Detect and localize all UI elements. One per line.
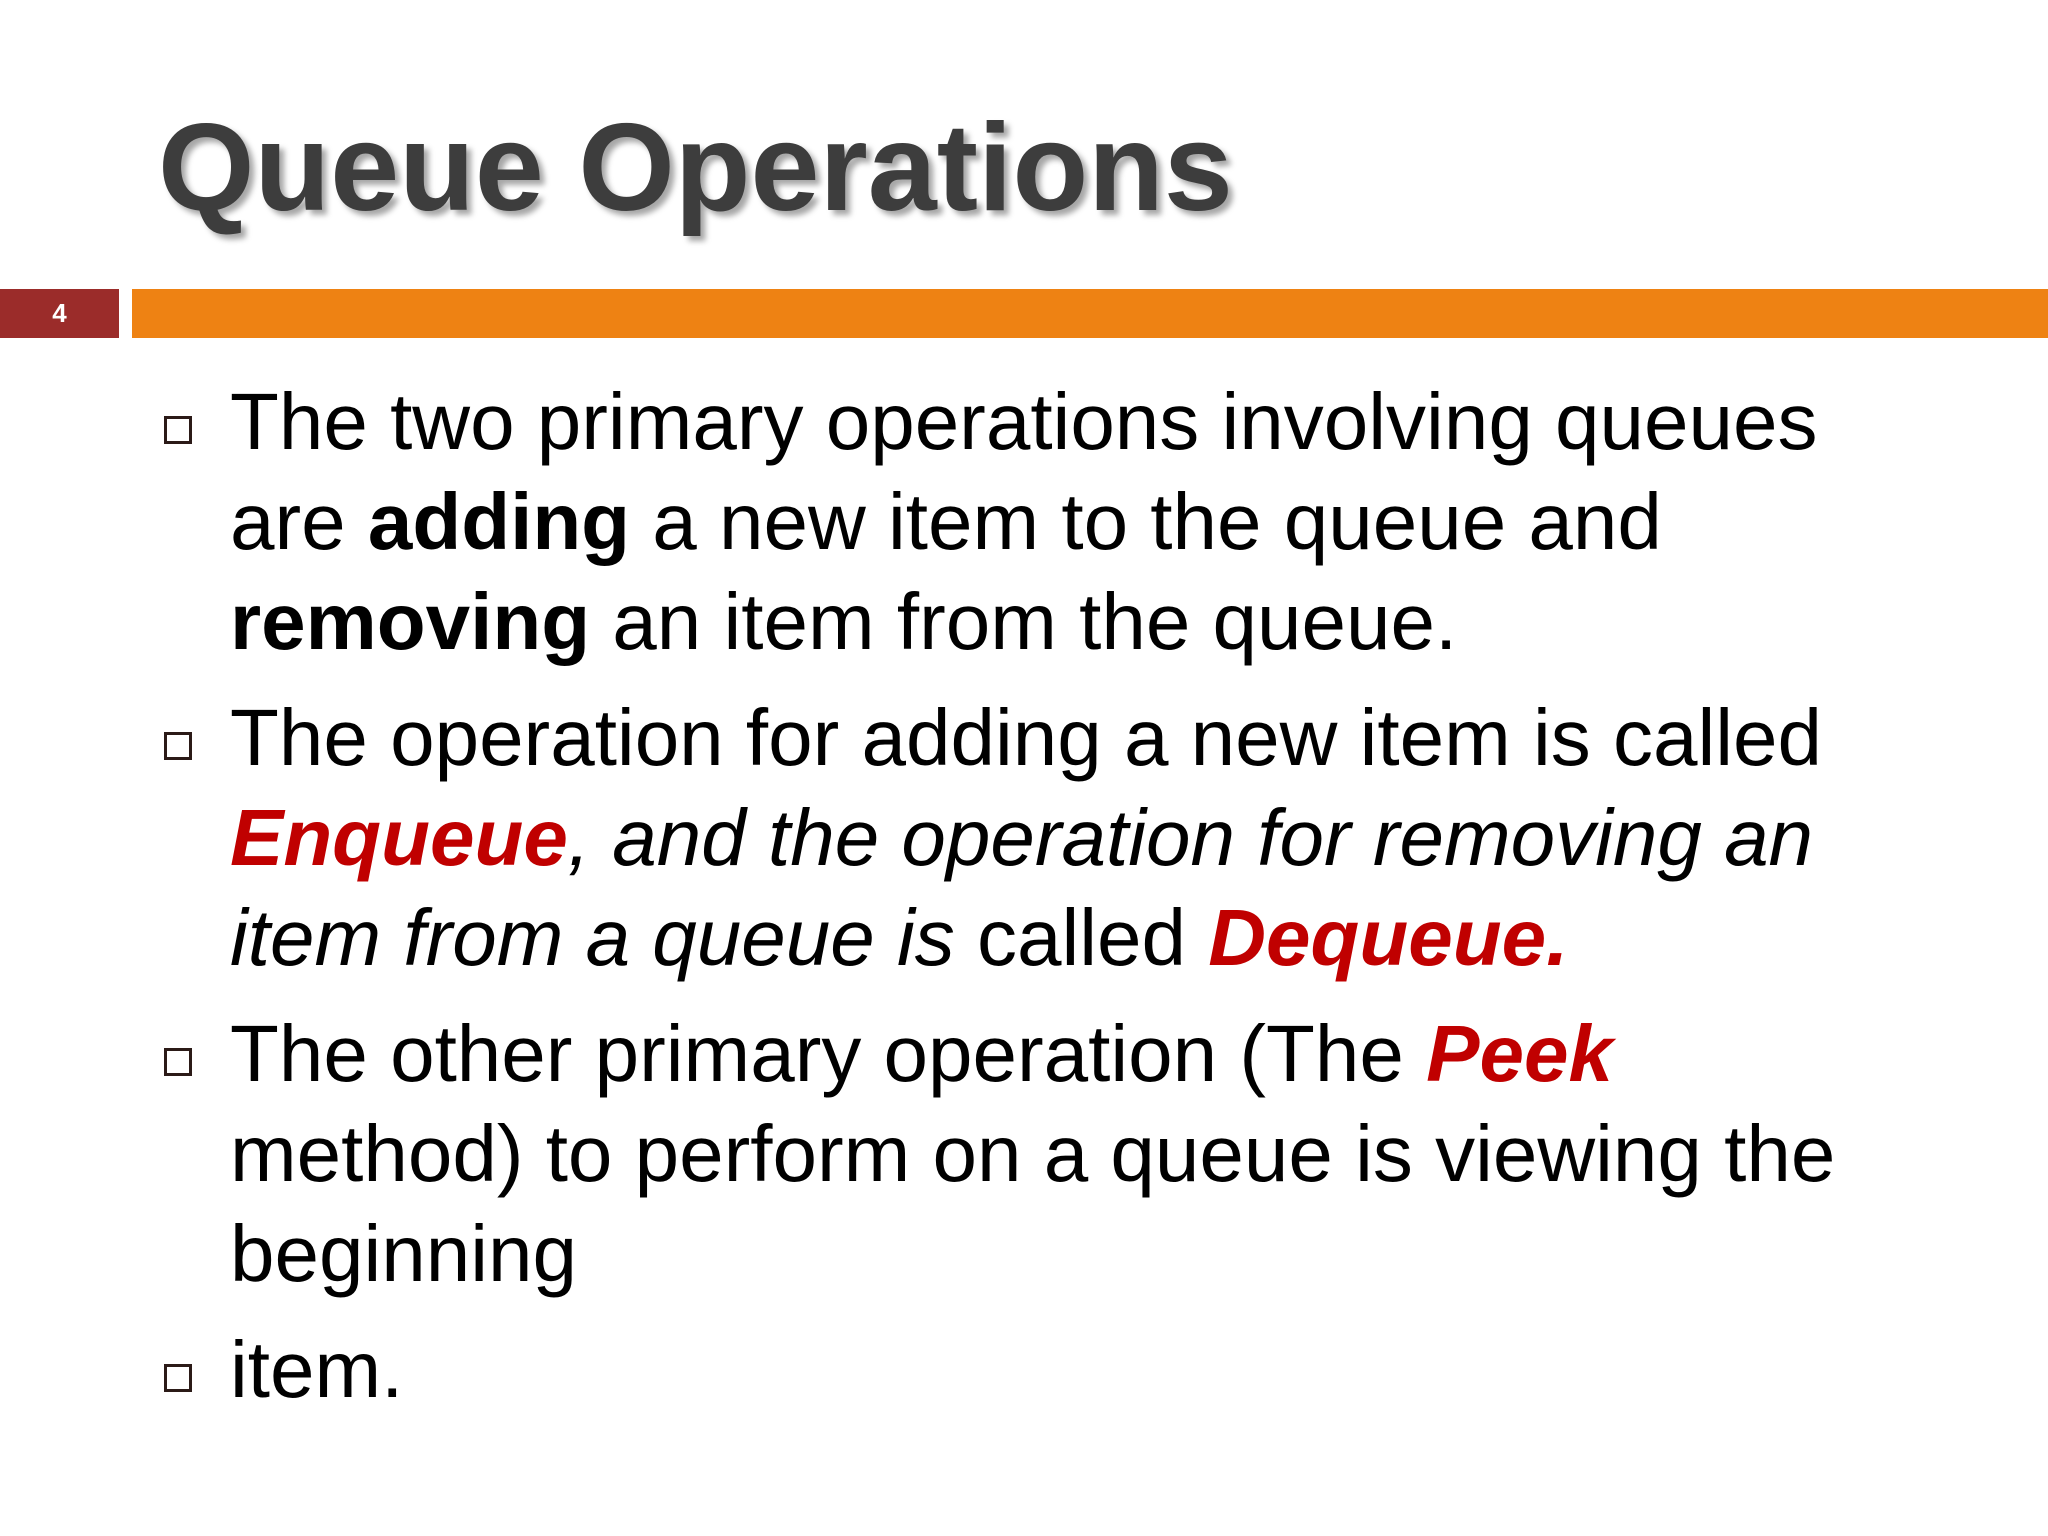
slide-number: 4 [52, 298, 67, 328]
bullet-line [230, 1204, 1958, 1304]
bullet-text: called [954, 893, 1209, 982]
bullet-text: The operation for adding a new item is called [230, 693, 1823, 782]
bullet-text: The other primary operation (The [230, 1009, 1427, 1098]
bullet-text: The two primary operations involving queues [230, 377, 1818, 466]
bullet-text: are [230, 477, 368, 566]
bullet-item [158, 1320, 1958, 1420]
bullet-text: beginning [230, 1209, 577, 1298]
bullet-item [158, 1004, 1958, 1304]
bullet-line [230, 888, 1958, 988]
bullet-line [230, 1004, 1958, 1104]
bullet-text: an item from the queue. [590, 577, 1458, 666]
bullet-line [230, 788, 1958, 888]
bullet-line [230, 372, 1958, 472]
bullet-list [158, 372, 1958, 1436]
square-bullet-icon [164, 1364, 192, 1392]
slide-title: Queue Operations [158, 99, 1233, 237]
bullet-item [158, 688, 1958, 988]
square-bullet-icon [164, 416, 192, 444]
bold-term-removing: removing [230, 577, 591, 666]
bullet-text: . [1546, 893, 1569, 982]
bullet-text: item from a queue is [230, 893, 955, 982]
square-bullet-icon [164, 732, 192, 760]
bullet-item [158, 372, 1958, 672]
keyword-dequeue: Dequeue [1208, 893, 1547, 982]
square-bullet-icon [164, 1048, 192, 1076]
bold-term-adding: adding [367, 477, 631, 566]
bullet-line [230, 572, 1958, 672]
bullet-line [230, 472, 1958, 572]
bullet-text: item. [230, 1325, 404, 1414]
slide-number-badge [0, 289, 119, 338]
keyword-peek: Peek [1426, 1009, 1613, 1098]
bullet-line [230, 1320, 1958, 1420]
bullet-text: , and the operation for removing an [567, 793, 1814, 882]
accent-bar [132, 289, 2048, 338]
bullet-text: a new item to the queue and [630, 477, 1662, 566]
bullet-line [230, 1104, 1958, 1204]
keyword-enqueue: Enqueue [230, 793, 568, 882]
bullet-text: method) to perform on a queue is viewing the [230, 1109, 1836, 1198]
bullet-line [230, 688, 1958, 788]
